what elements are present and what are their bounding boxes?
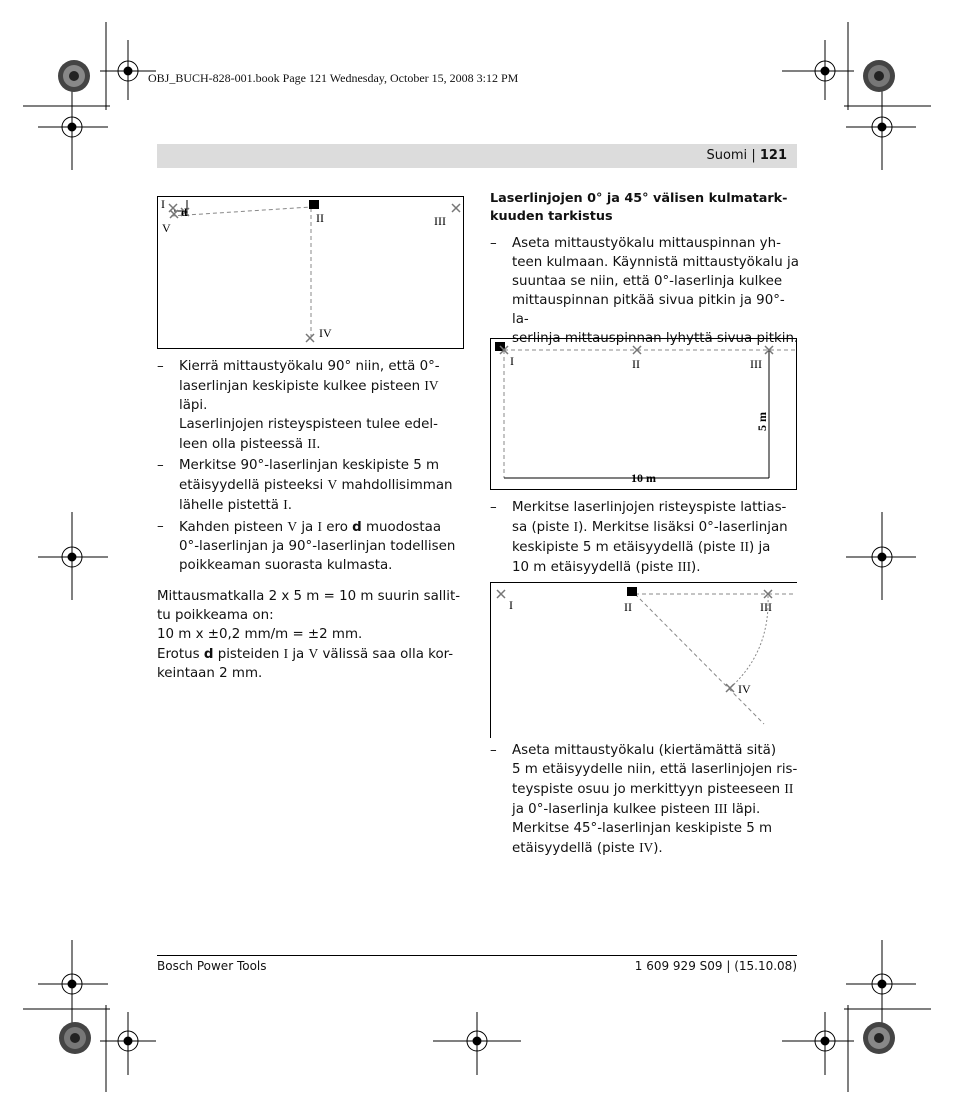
list-item: – Kahden pisteen V ja I ero d muodostaa 0°-laserlinjan ja 90°-laserlinjan todellisen poikkeaman suorasta kulmasta. (157, 519, 456, 573)
figure-3 (490, 582, 798, 738)
footer-doc-number: 1 609 929 S09 | (15.10.08) (634, 959, 797, 973)
right-column-bottom (490, 741, 800, 858)
footer-brand: Bosch Power Tools (157, 959, 267, 973)
list-item: – Merkitse 90°-laserlinjan keskipiste 5 m etäisyydellä pisteeksi V mahdollisimman lähelle pistettä I. (157, 458, 453, 513)
figure-1 (157, 196, 464, 350)
section-name: Suomi (706, 148, 748, 163)
list-item: – Merkitse laserlinjojen risteyspiste lattias- sa (piste I). Merkitse lisäksi 0°-laserlinjan keskipiste 5 m etäisyydellä (piste II) ja 10 m etäisyydellä (piste III). (490, 500, 788, 575)
fig3-label-II: II (624, 600, 632, 614)
fig1-label-III: III (434, 214, 446, 228)
fig1-label-IV: IV (319, 326, 332, 340)
book-info-line: OBJ_BUCH-828-001.book Page 121 Wednesday, October 15, 2008 3:12 PM (148, 71, 519, 85)
fig2-label-III: III (750, 357, 762, 371)
left-column (157, 357, 467, 683)
fig3-label-I: I (509, 598, 513, 612)
fig2-dim-10m: 10 m (631, 471, 656, 485)
list-item: – Aseta mittaustyökalu mittauspinnan yh- teen kulmaan. Käynnistä mittaustyökalu ja suuntaa se niin, että 0°-laserlinja kulkee mittauspinnan pitkää sivua pitkin ja 90°-la- serlinja mittauspinnan lyhyttä sivua pitkin. (490, 236, 799, 346)
tolerance-paragraph: Mittausmatkalla 2 x 5 m = 10 m suurin sallit- tu poikkeama on: 10 m x ±0,2 mm/m = ±2 mm. Erotus d pisteiden I ja V välissä saa olla kor- keintaan 2 mm. (157, 589, 461, 681)
page-header (157, 144, 797, 168)
list-item: – Kierrä mittaustyökalu 90° niin, että 0°- laserlinjan keskipiste kulkee pisteen IV läpi. Laserlinjojen risteyspisteen tulee edel- leen olla pisteessä II. (157, 359, 440, 452)
right-column-mid (490, 498, 800, 577)
header-separator: | (751, 148, 756, 163)
list-item: – Aseta mittaustyökalu (kiertämättä sitä) 5 m etäisyydelle niin, että laserlinjojen ris- teyspiste osuu jo merkittyyn pisteeseen II ja 0°-laserlinja kulkee pisteen III läpi. Merkitse 45°-laserlinjan keskipiste 5 m etäisyydellä (piste IV). (490, 743, 798, 856)
footer-rule (157, 955, 797, 956)
section-heading: Laserlinjojen 0° ja 45° välisen kulmatark- kuuden tarkistus (490, 191, 788, 224)
tool-marker-icon (309, 200, 319, 209)
fig1-label-I: I (161, 197, 165, 211)
figure-2 (490, 338, 798, 491)
fig2-dim-5m: 5 m (755, 412, 769, 431)
fig3-label-IV: IV (738, 682, 751, 696)
fig1-label-II: II (316, 211, 324, 225)
header-text (706, 148, 797, 163)
page-number: 121 (759, 148, 787, 163)
fig1-label-V: V (162, 221, 171, 235)
fig3-label-III: III (760, 600, 772, 614)
fig2-label-I: I (510, 354, 514, 368)
tool-marker-icon (627, 587, 637, 596)
right-column-top (490, 190, 800, 348)
fig2-label-II: II (632, 357, 640, 371)
fig1-label-d: d (181, 207, 188, 219)
